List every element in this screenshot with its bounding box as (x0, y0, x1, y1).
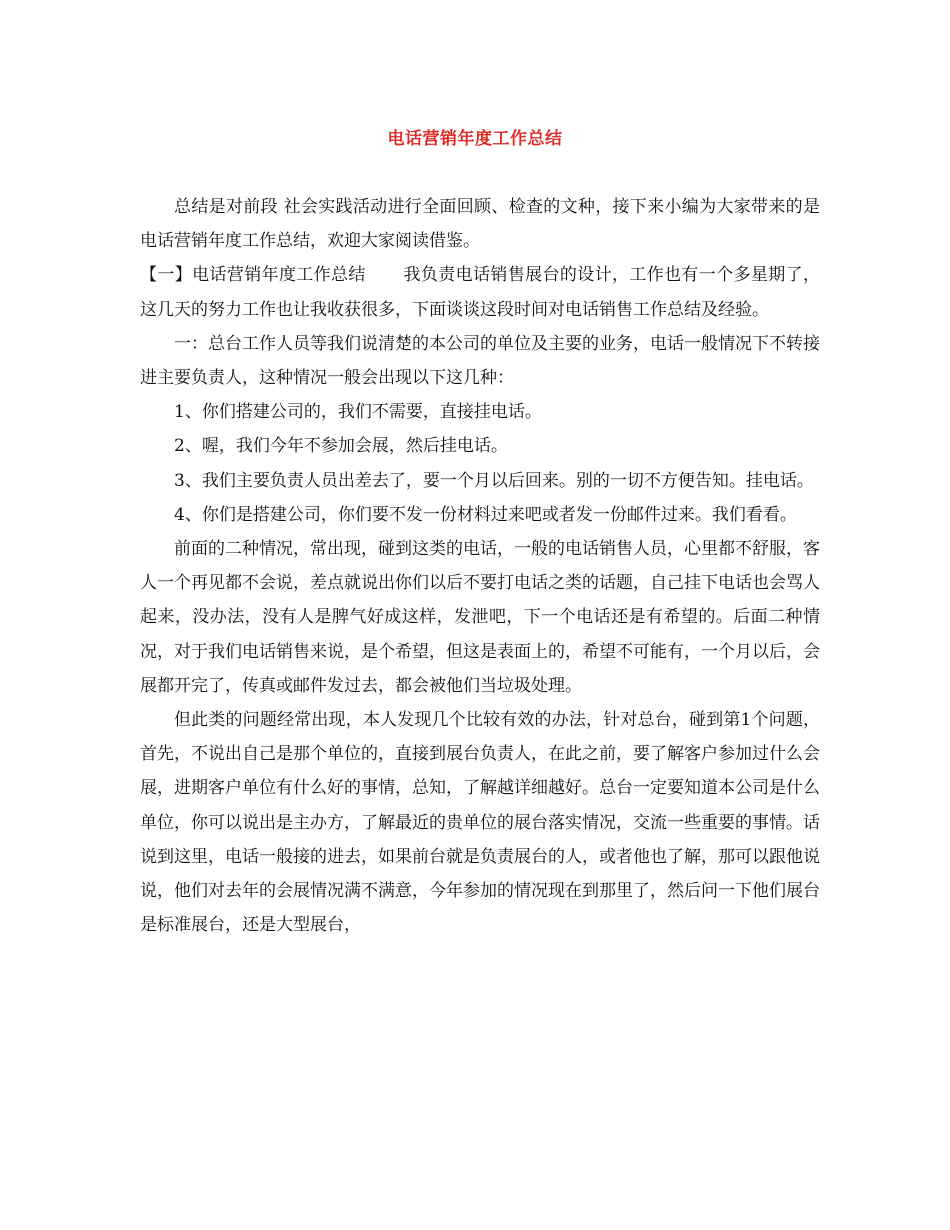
list-item-4: 4、你们是搭建公司，你们要不发一份材料过来吧或者发一份邮件过来。我们看看。 (174, 504, 797, 525)
section-1-text: 我负责电话销售展台的设计，工作也有一个多星期了，这几天的努力工作也让我收获很多，下面谈谈这段时间对电话销售工作总结及经验。 (140, 265, 820, 320)
list-item-3: 3、我们主要负责人员出差去了，要一个月以后回来。别的一切不方便告知。挂电话。 (174, 470, 814, 491)
list-item-1: 1、你们搭建公司的，我们不需要，直接挂电话。 (174, 402, 542, 423)
section-1-paragraph (140, 258, 820, 326)
paragraph-analysis: 前面的二种情况，常出现，碰到这类的电话，一般的电话销售人员，心里都不舒服，客人一个再见都不会说，差点就说出你们以后不要打电话之类的话题，自己挂下电话也会骂人起来，没办法，没有人是脾气好成这样，发泄吧，下一个电话还是有希望的。后面二种情况，对于我们电话销售来说，是个希望，但这是表面上的，希望不可能有，一个月以后，会展都开完了，传真或邮件发过去，都会被他们当垃圾处理。 (140, 539, 820, 696)
paragraph-reception: 一：总台工作人员等我们说清楚的本公司的单位及主要的业务，电话一般情况下不转接进主要负责人，这种情况一般会出现以下这几种： (140, 333, 820, 389)
intro-paragraph: 总结是对前段 社会实践活动进行全面回顾、检查的文种，接下来小编为大家带来的是电话营销年度工作总结，欢迎大家阅读借鉴。 (140, 197, 820, 252)
document-body (140, 190, 820, 942)
section-1-heading: 【一】电话营销年度工作总结 (140, 265, 366, 286)
paragraph-methods: 但此类的问题经常出现，本人发现几个比较有效的办法，针对总台，碰到第1个问题，首先，不说出自己是那个单位的，直接到展台负责人，在此之前，要了解客户参加过什么会展，进期客户单位有什么好的事情，总知，了解越详细越好。总台一定要知道本公司是什么单位，你可以说出是主办方，了解最近的贵单位的展台落实情况，交流一些重要的事情。话说到这里，电话一般接的进去，如果前台就是负责展台的人，或者他也了解，那可以跟他说说，他们对去年的会展情况满不满意，今年参加的情况现在到那里了，然后问一下他们展台是标准展台，还是大型展台， (140, 710, 820, 936)
document-title: 电话营销年度工作总结 (387, 129, 563, 149)
list-item-2: 2、喔，我们今年不参加会展，然后挂电话。 (174, 436, 508, 457)
